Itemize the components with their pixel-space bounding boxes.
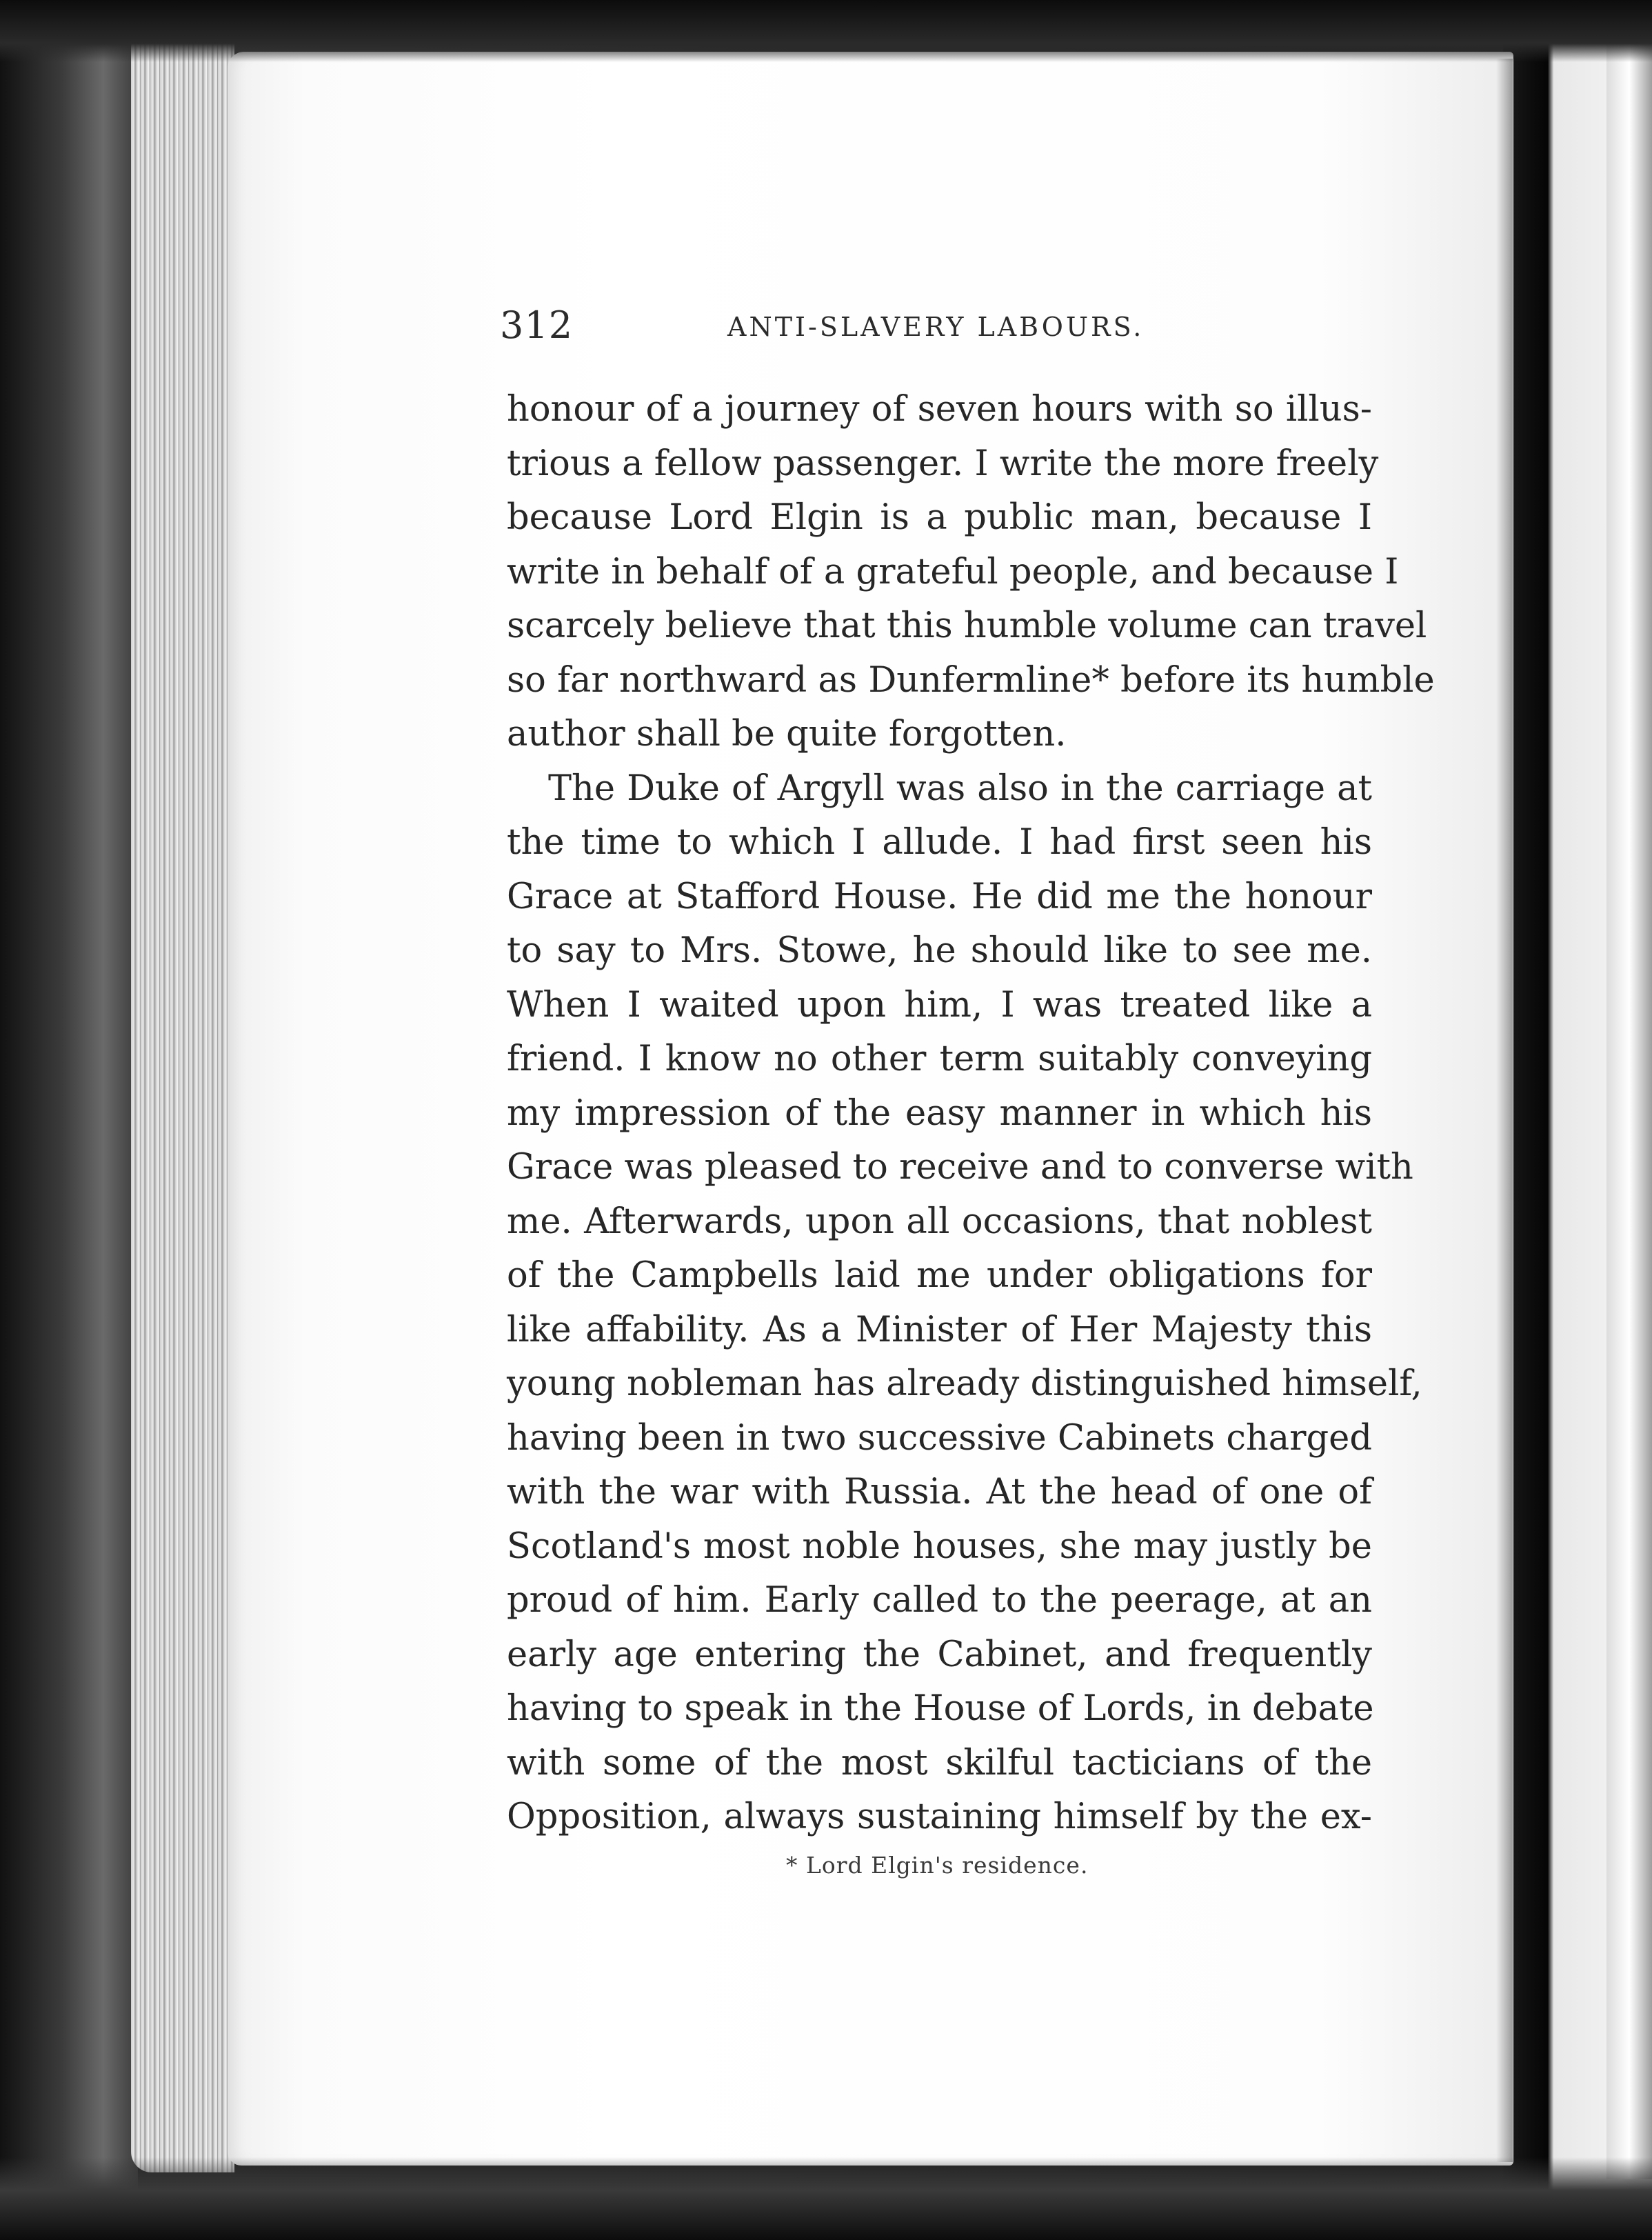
page-edges [131,21,234,2172]
text-line: me. Afterwards, upon all occasions, that noblest [507,1201,1372,1242]
text-line: Grace at Stafford House. He did me the honour [507,876,1372,917]
text-line: friend. I know no other term suitably conveying [507,1039,1372,1079]
text-line: write in behalf of a grateful people, and because I [507,551,1399,592]
left-background [0,0,138,2240]
facing-page-edge [1606,41,1652,2179]
text-line: honour of a journey of seven hours with so illus- [507,389,1372,430]
text-line: like affability. As a Minister of Her Majesty this [507,1309,1372,1350]
text-line: The Duke of Argyll was also in the carriage at [548,768,1372,809]
top-scan-border [0,0,1652,62]
text-line: to say to Mrs. Stowe, he should like to see me. [507,930,1372,971]
body-text [507,383,1435,1845]
text-line: early age entering the Cabinet, and frequently [507,1634,1372,1675]
text-line: my impression of the easy manner in which his [507,1092,1372,1134]
text-line: trious a fellow passenger. I write the more freely [507,443,1379,484]
text-line: When I waited upon him, I was treated like a [507,984,1372,1026]
text-line: Scotland's most noble houses, she may justly be [507,1526,1372,1567]
text-line: with some of the most skilful tacticians of the [507,1742,1372,1783]
text-line: the time to which I allude. I had first seen his [507,822,1372,863]
text-line: author shall be quite forgotten. [507,714,1067,754]
text-line: of the Campbells laid me under obligations for [507,1255,1372,1296]
text-line: so far northward as Dunfermline* before its humble [507,659,1435,701]
page-number: 312 [500,303,574,347]
page-gutter-shadow [1496,59,1513,2162]
page-header [500,303,1358,352]
text-line: proud of him. Early called to the peerage, at an [507,1580,1372,1621]
text-line: Grace was pleased to receive and to converse with [507,1147,1413,1188]
text-line: with the war with Russia. At the head of one of [507,1472,1372,1512]
text-line: young nobleman has already distinguished himself, [507,1363,1422,1404]
text-line: Opposition, always sustaining himself by the ex- [507,1797,1372,1837]
text-line: having been in two successive Cabinets charged [507,1417,1372,1459]
text-line: having to speak in the House of Lords, in debate [507,1688,1374,1729]
text-line: because Lord Elgin is a public man, because I [507,497,1372,538]
bottom-scan-border [0,2157,1652,2240]
text-line: scarcely believe that this humble volume can travel [507,606,1427,646]
footnote: * Lord Elgin's residence. [786,1852,1089,1879]
running-title: ANTI-SLAVERY LABOURS. [727,312,1145,342]
